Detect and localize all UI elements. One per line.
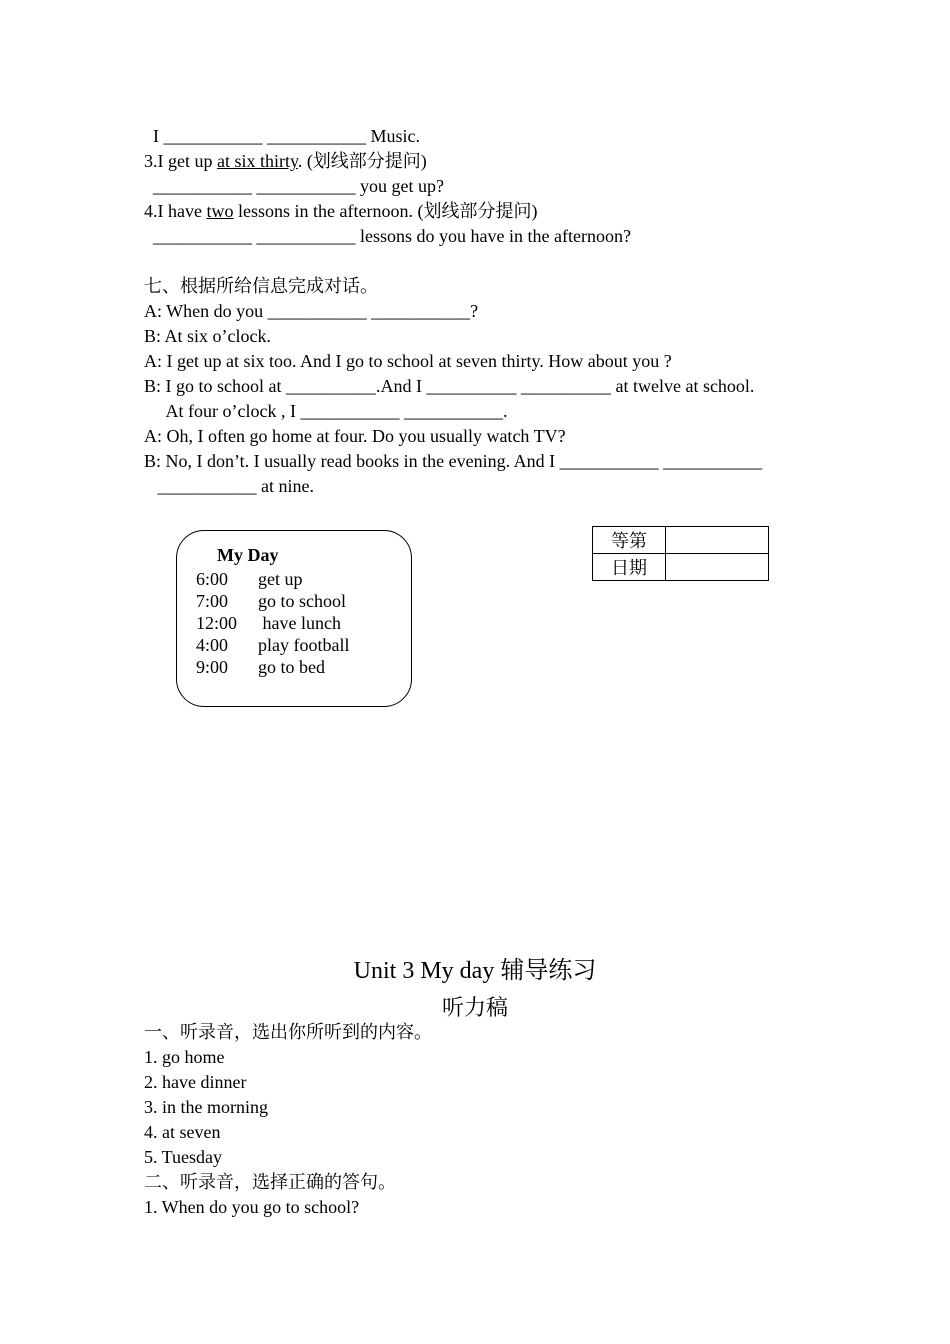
listening-item: 4. at seven [144, 1122, 221, 1142]
exercise-line [144, 224, 631, 249]
schedule-activity: play football [258, 635, 350, 655]
exercise-line [144, 124, 420, 149]
underlined-phrase: at six thirty [216, 151, 298, 171]
dialogue-line: At four o’clock , I ___________ ___________. [144, 401, 508, 421]
listening-item: 3. in the morning [144, 1097, 268, 1117]
grade-date-table [592, 526, 769, 581]
listening-subtitle: 听力稿 [441, 995, 508, 1020]
info-row [593, 527, 769, 554]
schedule-activity: have lunch [258, 613, 341, 633]
listening-item: 1. go home [144, 1047, 225, 1067]
schedule-row [196, 613, 341, 634]
text-segment: ___________ ___________ lessons do you have in the afternoon? [144, 226, 631, 246]
dialogue-line: B: I go to school at __________.And I __________ __________ at twelve at school. [144, 376, 755, 396]
schedule-activity: go to school [258, 591, 346, 611]
underlined-phrase: two [206, 201, 234, 221]
schedule-row [196, 569, 303, 590]
info-label: 日期 [593, 554, 666, 581]
text-segment: 3.I get up [144, 151, 217, 171]
section-7-heading: 七、根据所给信息完成对话。 [144, 276, 378, 296]
schedule-activity: get up [258, 569, 303, 589]
schedule-time: 4:00 [196, 635, 229, 655]
dialogue-line: ___________ at nine. [144, 476, 314, 496]
text-segment: lessons in the afternoon. (划线部分提问) [233, 201, 538, 221]
schedule-row [196, 657, 325, 678]
schedule-time: 6:00 [196, 569, 229, 589]
info-label: 等第 [593, 527, 666, 554]
schedule-time: 12:00 [196, 613, 238, 633]
listening-section-2-heading: 二、听录音，选择正确的答句。 [144, 1172, 396, 1192]
schedule-row [196, 591, 346, 612]
text-segment: . (划线部分提问) [297, 151, 427, 171]
info-value-cell [666, 527, 769, 554]
text-segment: I ___________ ___________ Music. [144, 126, 420, 146]
exercise-line [144, 149, 427, 174]
info-value-cell [666, 554, 769, 581]
listening-section-1-heading: 一、听录音，选出你所听到的内容。 [144, 1022, 432, 1042]
dialogue-line: A: Oh, I often go home at four. Do you usually watch TV? [144, 426, 566, 446]
exercise-line [144, 174, 444, 199]
dialogue-line: A: I get up at six too. And I go to school at seven thirty. How about you ? [144, 351, 672, 371]
info-row [593, 554, 769, 581]
schedule-activity: go to bed [258, 657, 325, 677]
text-segment: 4.I have [144, 201, 207, 221]
text-segment: ___________ ___________ you get up? [144, 176, 444, 196]
schedule-time: 7:00 [196, 591, 229, 611]
dialogue-line: B: No, I don’t. I usually read books in the evening. And I ___________ ___________ [144, 451, 763, 471]
schedule-time: 9:00 [196, 657, 229, 677]
listening-question: 1. When do you go to school? [144, 1197, 360, 1217]
schedule-row [196, 635, 349, 656]
exercise-line [144, 199, 537, 224]
my-day-title: My Day [217, 545, 279, 565]
listening-title: Unit 3 My day 辅导练习 [353, 958, 597, 984]
listening-item: 2. have dinner [144, 1072, 247, 1092]
dialogue-line: B: At six o’clock. [144, 326, 271, 346]
dialogue-line: A: When do you ___________ ___________? [144, 301, 479, 321]
listening-item: 5. Tuesday [144, 1147, 223, 1167]
my-day-schedule-box [176, 530, 412, 707]
